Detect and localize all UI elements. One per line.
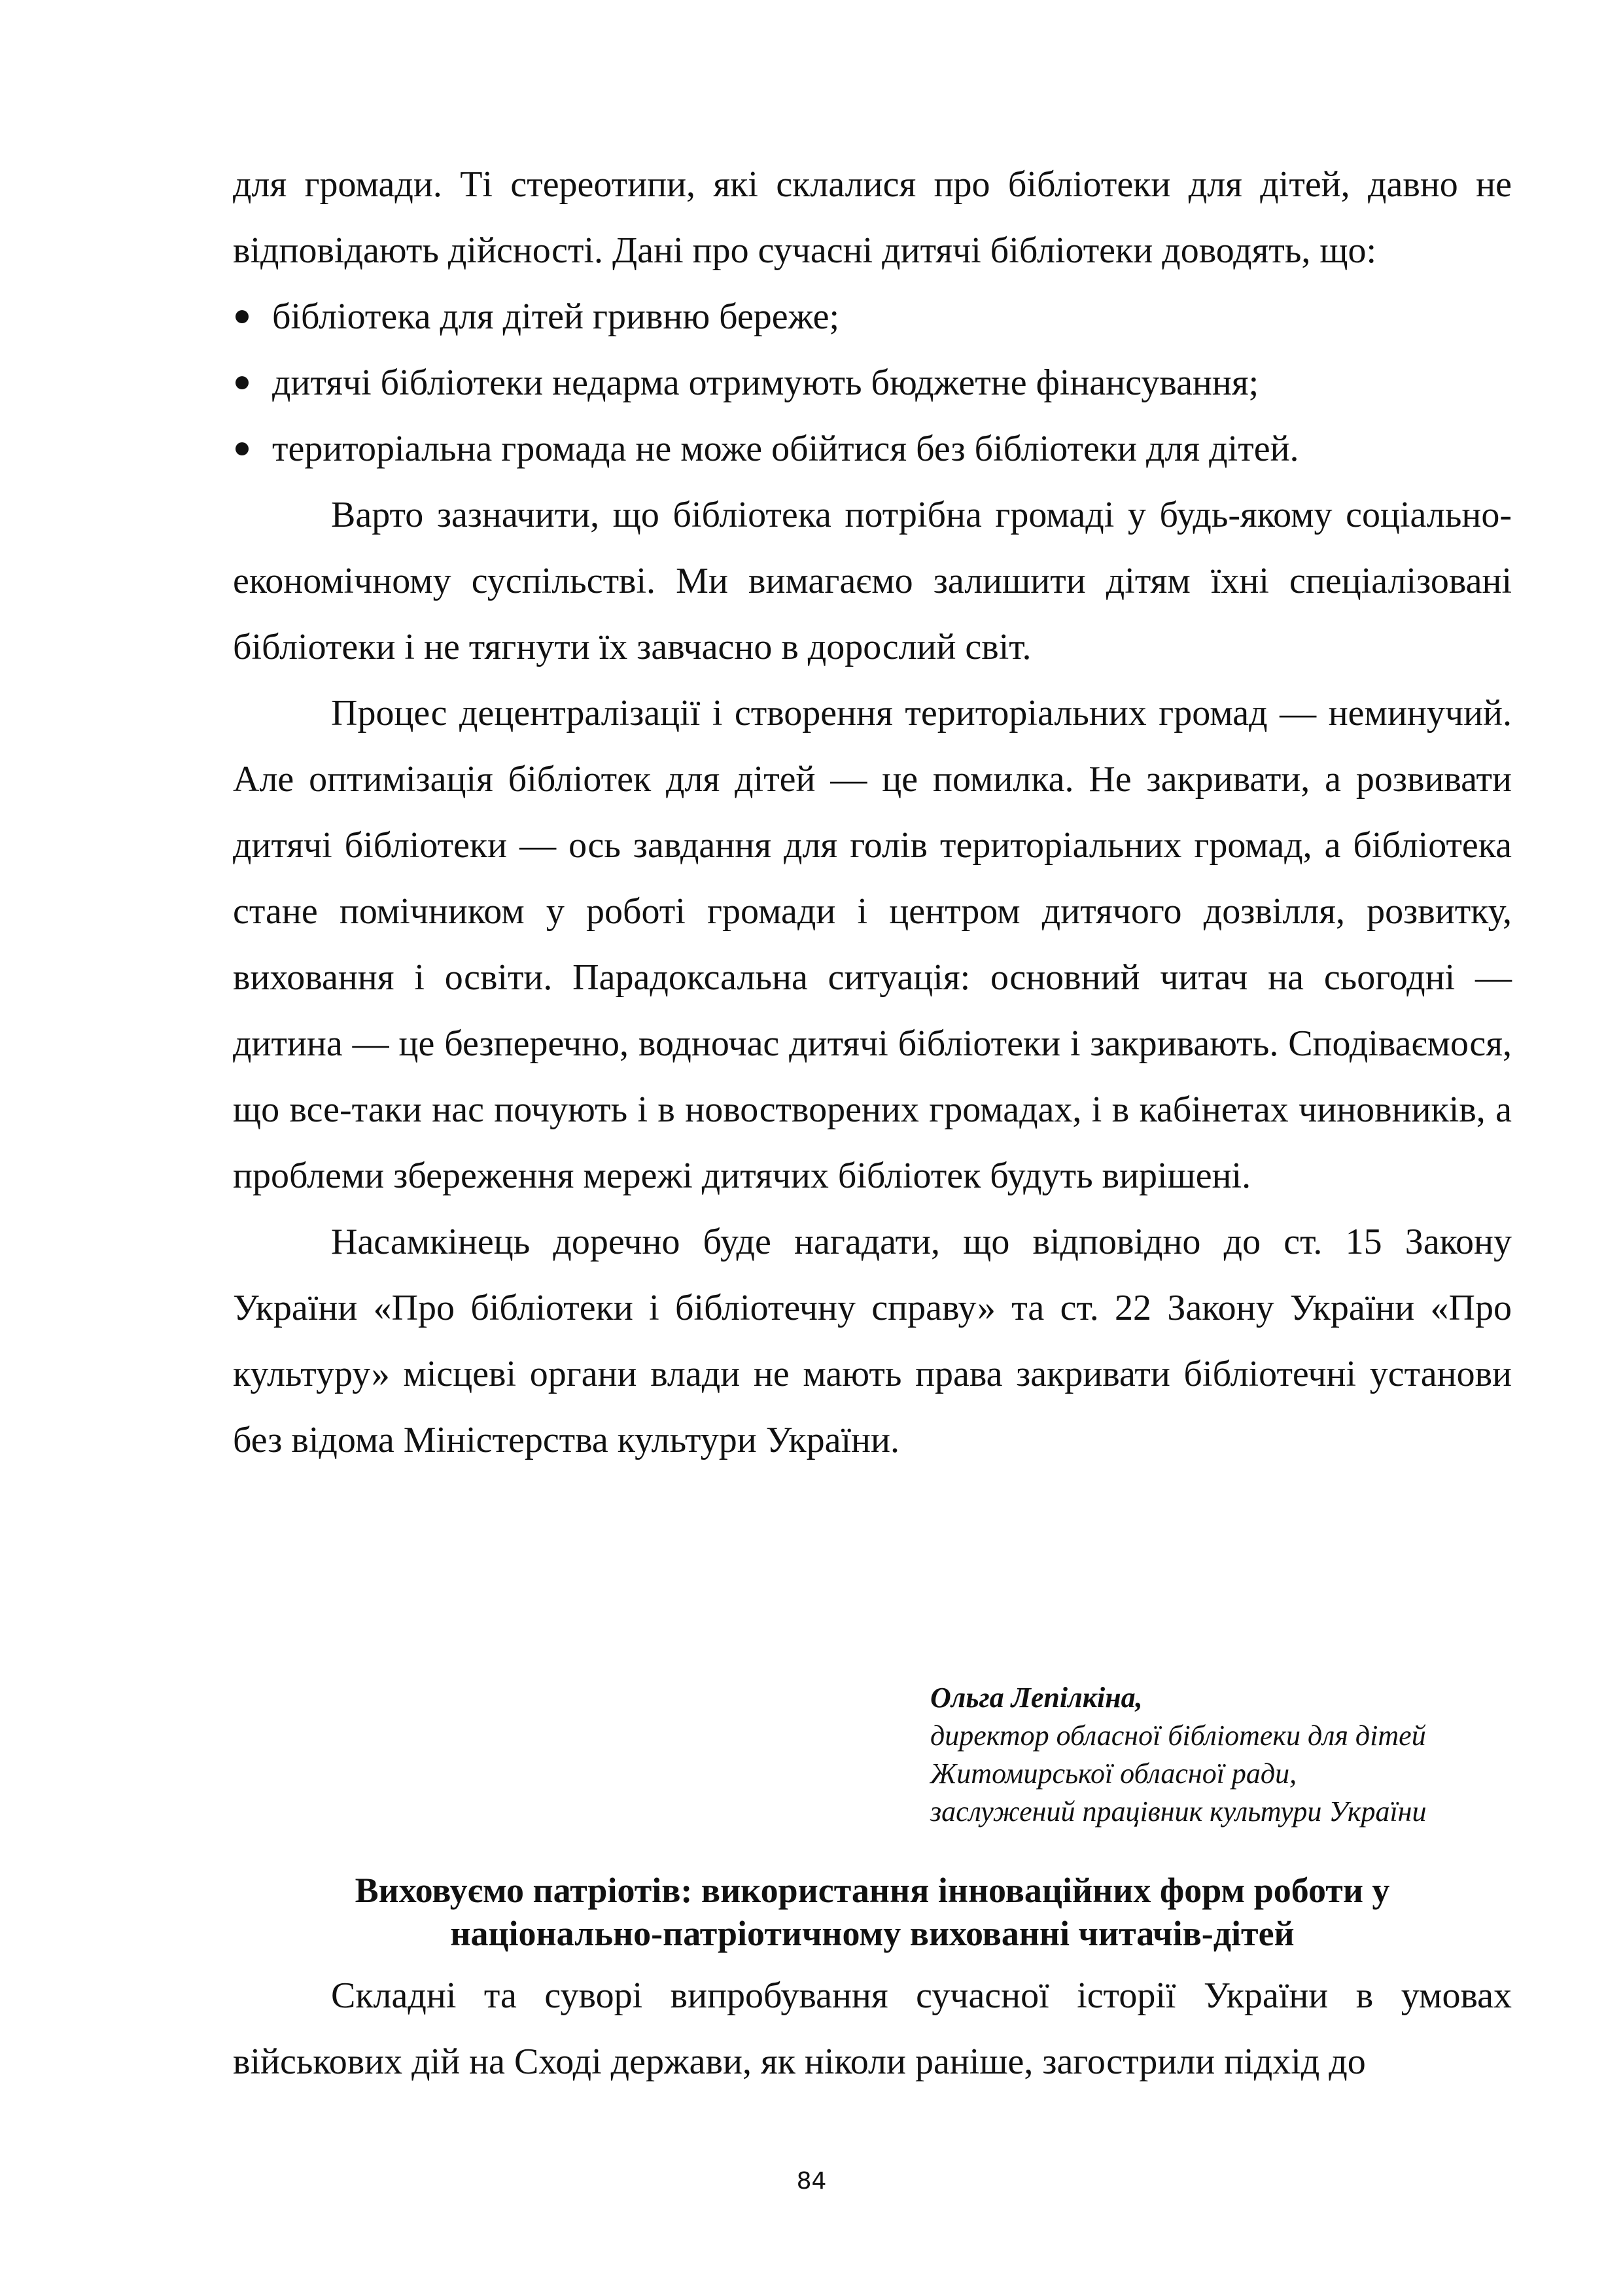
body-paragraph: Насамкінець доречно буде нагадати, що відповідно до ст. 15 Закону України «Про бібліотеки і бібліотечну справу» та ст. 22 Закону України «Про культуру» місцеві органи влади не мають права закривати бібліотечні установи без відома Міністерства культури України. <box>233 1222 1512 1460</box>
bullet-list <box>233 284 1512 482</box>
author-title-line: Житомирської обласної ради, <box>930 1757 1297 1790</box>
bullet-text: дитячі бібліотеки недарма отримують бюджетне фінансування; <box>272 362 1259 403</box>
section-heading-line: національно-патріотичному вихованні читачів-дітей <box>450 1914 1295 1953</box>
bullet-item <box>233 350 1512 416</box>
bullet-icon <box>236 376 249 389</box>
page-number: 84 <box>796 2168 827 2195</box>
body-paragraph: Варто зазначити, що бібліотека потрібна громаді у будь-якому соціально-економічному суспільстві. Ми вимагаємо залишити дітям їхні спеціалізовані бібліотеки і не тягнути їх завчасно в дорослий світ. <box>233 495 1512 667</box>
body-paragraph: Процес децентралізації і створення територіальних громад — неминучий. Але оптимізація бібліотек для дітей — це помилка. Не закривати, а розвивати дитячі бібліотеки — ось завдання для голів територіальних громад, а бібліотека стане помічником у роботі громади і центром дитячого дозвілля, розвитку, виховання і освіти. Парадоксальна ситуація: основний читач на сьогодні — дитина — це безперечно, водночас дитячі бібліотеки і закривають. Сподіваємося, що все-таки нас почують і в новостворених громадах, і в кабінетах чиновників, а проблеми збереження мережі дитячих бібліотек будуть вирішені. <box>233 693 1512 1196</box>
bullet-item <box>233 416 1512 482</box>
bullet-icon <box>236 310 249 323</box>
section-heading-line: Виховуємо патріотів: використання інноваційних форм роботи у <box>355 1871 1390 1910</box>
bullet-text: бібліотека для дітей гривню береже; <box>272 296 840 337</box>
section-text-block <box>233 1963 1512 2095</box>
author-title-line: директор обласної бібліотеки для дітей <box>930 1720 1426 1752</box>
main-text-block <box>233 152 1512 1474</box>
author-name: Ольга Лепілкіна, <box>930 1682 1143 1714</box>
intro-paragraph: для громади. Ті стереотипи, які склалися про бібліотеки для дітей, давно не відповідають дійсності. Дані про сучасні дитячі бібліотеки доводять, що: <box>233 164 1512 271</box>
section-heading <box>233 1869 1512 1955</box>
bullet-item <box>233 284 1512 350</box>
bullet-text: територіальна громада не може обійтися без бібліотеки для дітей. <box>272 429 1299 469</box>
author-title-line: заслужений працівник культури України <box>930 1795 1427 1828</box>
author-signature <box>930 1679 1427 1831</box>
section-paragraph: Складні та суворі випробування сучасної історії України в умовах військових дій на Сході держави, як ніколи раніше, загострили підхід до <box>233 1975 1512 2082</box>
bullet-icon <box>236 442 249 455</box>
